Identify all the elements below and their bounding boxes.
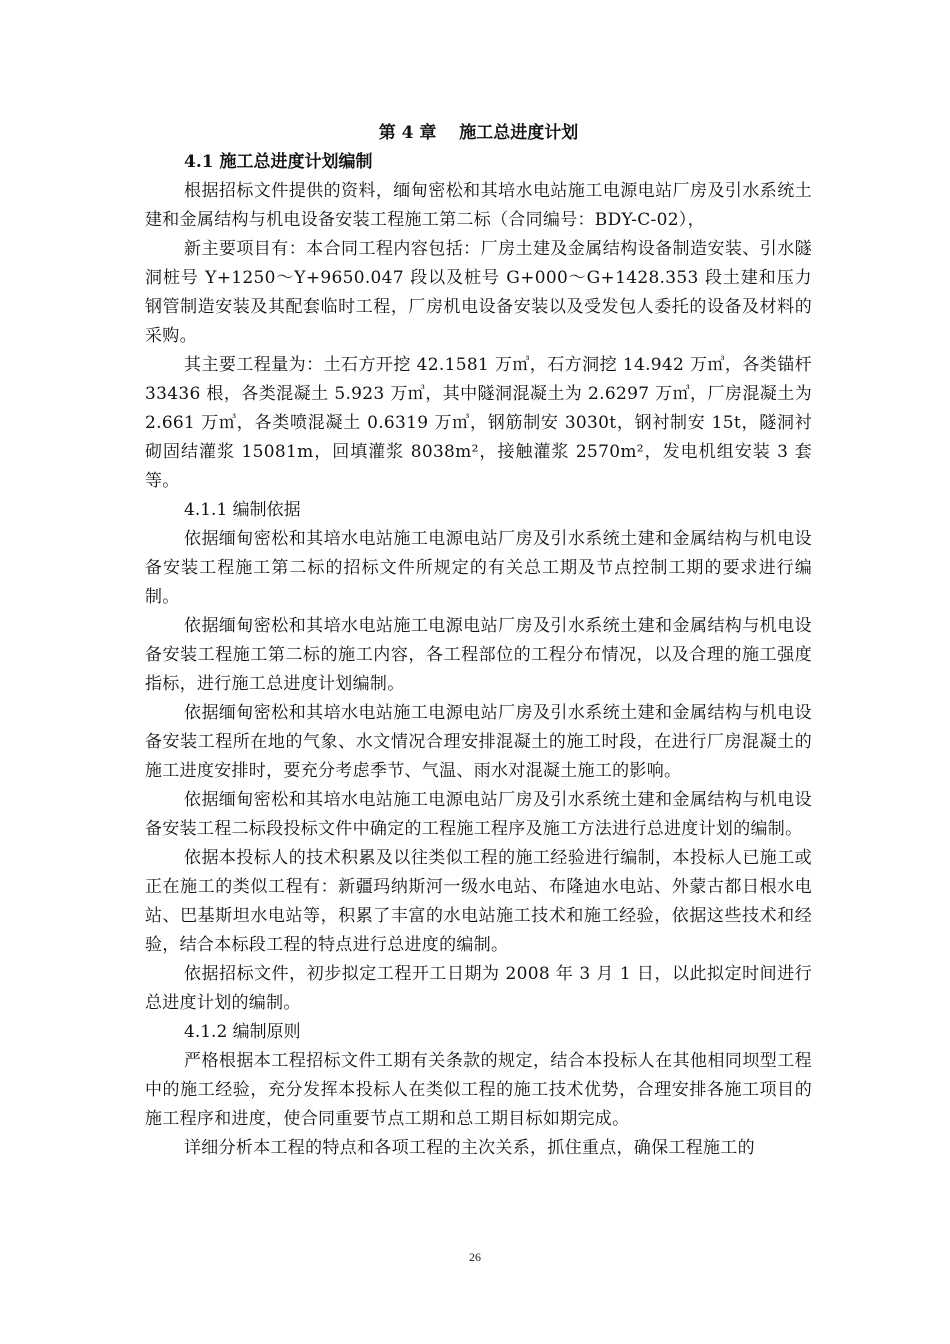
body-paragraph: 依据缅甸密松和其培水电站施工电源电站厂房及引水系统土建和金属结构与机电设备安装工程二标段投标文件中确定的工程施工程序及施工方法进行总进度计划的编制。 bbox=[145, 790, 812, 839]
body-paragraph: 依据本投标人的技术积累及以往类似工程的施工经验进行编制，本投标人已施工或正在施工的类似工程有：新疆玛纳斯河一级水电站、布隆迪水电站、外蒙古都日根水电站、巴基斯坦水电站等，积累了丰富的水电站施工技术和施工经验，依据这些技术和经验，结合本标段工程的特点进行总进度的编制。 bbox=[145, 848, 812, 955]
page-number: 26 bbox=[469, 1250, 481, 1264]
body-paragraph: 依据缅甸密松和其培水电站施工电源电站厂房及引水系统土建和金属结构与机电设备安装工程施工第二标的施工内容，各工程部位的工程分布情况，以及合理的施工强度指标，进行施工总进度计划编制。 bbox=[145, 616, 812, 694]
body-paragraph: 依据缅甸密松和其培水电站施工电源电站厂房及引水系统土建和金属结构与机电设备安装工程所在地的气象、水文情况合理安排混凝土的施工时段，在进行厂房混凝土的施工进度安排时，要充分考虑季节、气温、雨水对混凝土施工的影响。 bbox=[145, 703, 812, 781]
subsection-heading: 4.1.1 编制依据 bbox=[184, 500, 301, 520]
section-title: 4.1 施工总进度计划编制 bbox=[184, 152, 373, 172]
body-paragraph: 根据招标文件提供的资料，缅甸密松和其培水电站施工电源电站厂房及引水系统土建和金属结构与机电设备安装工程施工第二标（合同编号：BDY-C-02）， bbox=[145, 181, 812, 230]
body-paragraph: 依据缅甸密松和其培水电站施工电源电站厂房及引水系统土建和金属结构与机电设备安装工程施工第二标的招标文件所规定的有关总工期及节点控制工期的要求进行编制。 bbox=[145, 529, 812, 607]
body-paragraph: 详细分析本工程的特点和各项工程的主次关系，抓住重点，确保工程施工的 bbox=[184, 1138, 755, 1158]
body-paragraph: 依据招标文件，初步拟定工程开工日期为 2008 年 3 月 1 日，以此拟定时间进行总进度计划的编制。 bbox=[145, 964, 812, 1013]
body-paragraph: 其主要工程量为：土石方开挖 42.1581 万㎥，石方洞挖 14.942 万㎥，各类锚杆 33436 根，各类混凝土 5.923 万㎥，其中隧洞混凝土为 2.6297 万㎥，厂房混凝土为 2.661 万㎥，各类喷混凝土 0.6319 万㎥，钢筋制安 3030t，钢衬制安 15t，隧洞衬砌固结灌浆 15081m，回填灌浆 8038m²，接触灌浆 2570m²，发电机组安装 3 套等。 bbox=[145, 355, 812, 491]
body-paragraph: 严格根据本工程招标文件工期有关条款的规定，结合本投标人在其他相同坝型工程中的施工经验，充分发挥本投标人在类似工程的施工技术优势，合理安排各施工项目的施工程序和进度，使合同重要节点工期和总工期目标如期完成。 bbox=[145, 1051, 812, 1129]
page-content bbox=[145, 119, 812, 1163]
body-paragraph: 新主要项目有：本合同工程内容包括：厂房土建及金属结构设备制造安装、引水隧洞桩号 Y+1250～Y+9650.047 段以及桩号 G+000～G+1428.353 段土建和压力钢管制造安装及其配套临时工程，厂房机电设备安装以及受发包人委托的设备及材料的采购。 bbox=[145, 239, 812, 346]
subsection-heading: 4.1.2 编制原则 bbox=[184, 1022, 301, 1042]
chapter-title: 第 4 章 施工总进度计划 bbox=[378, 123, 579, 143]
